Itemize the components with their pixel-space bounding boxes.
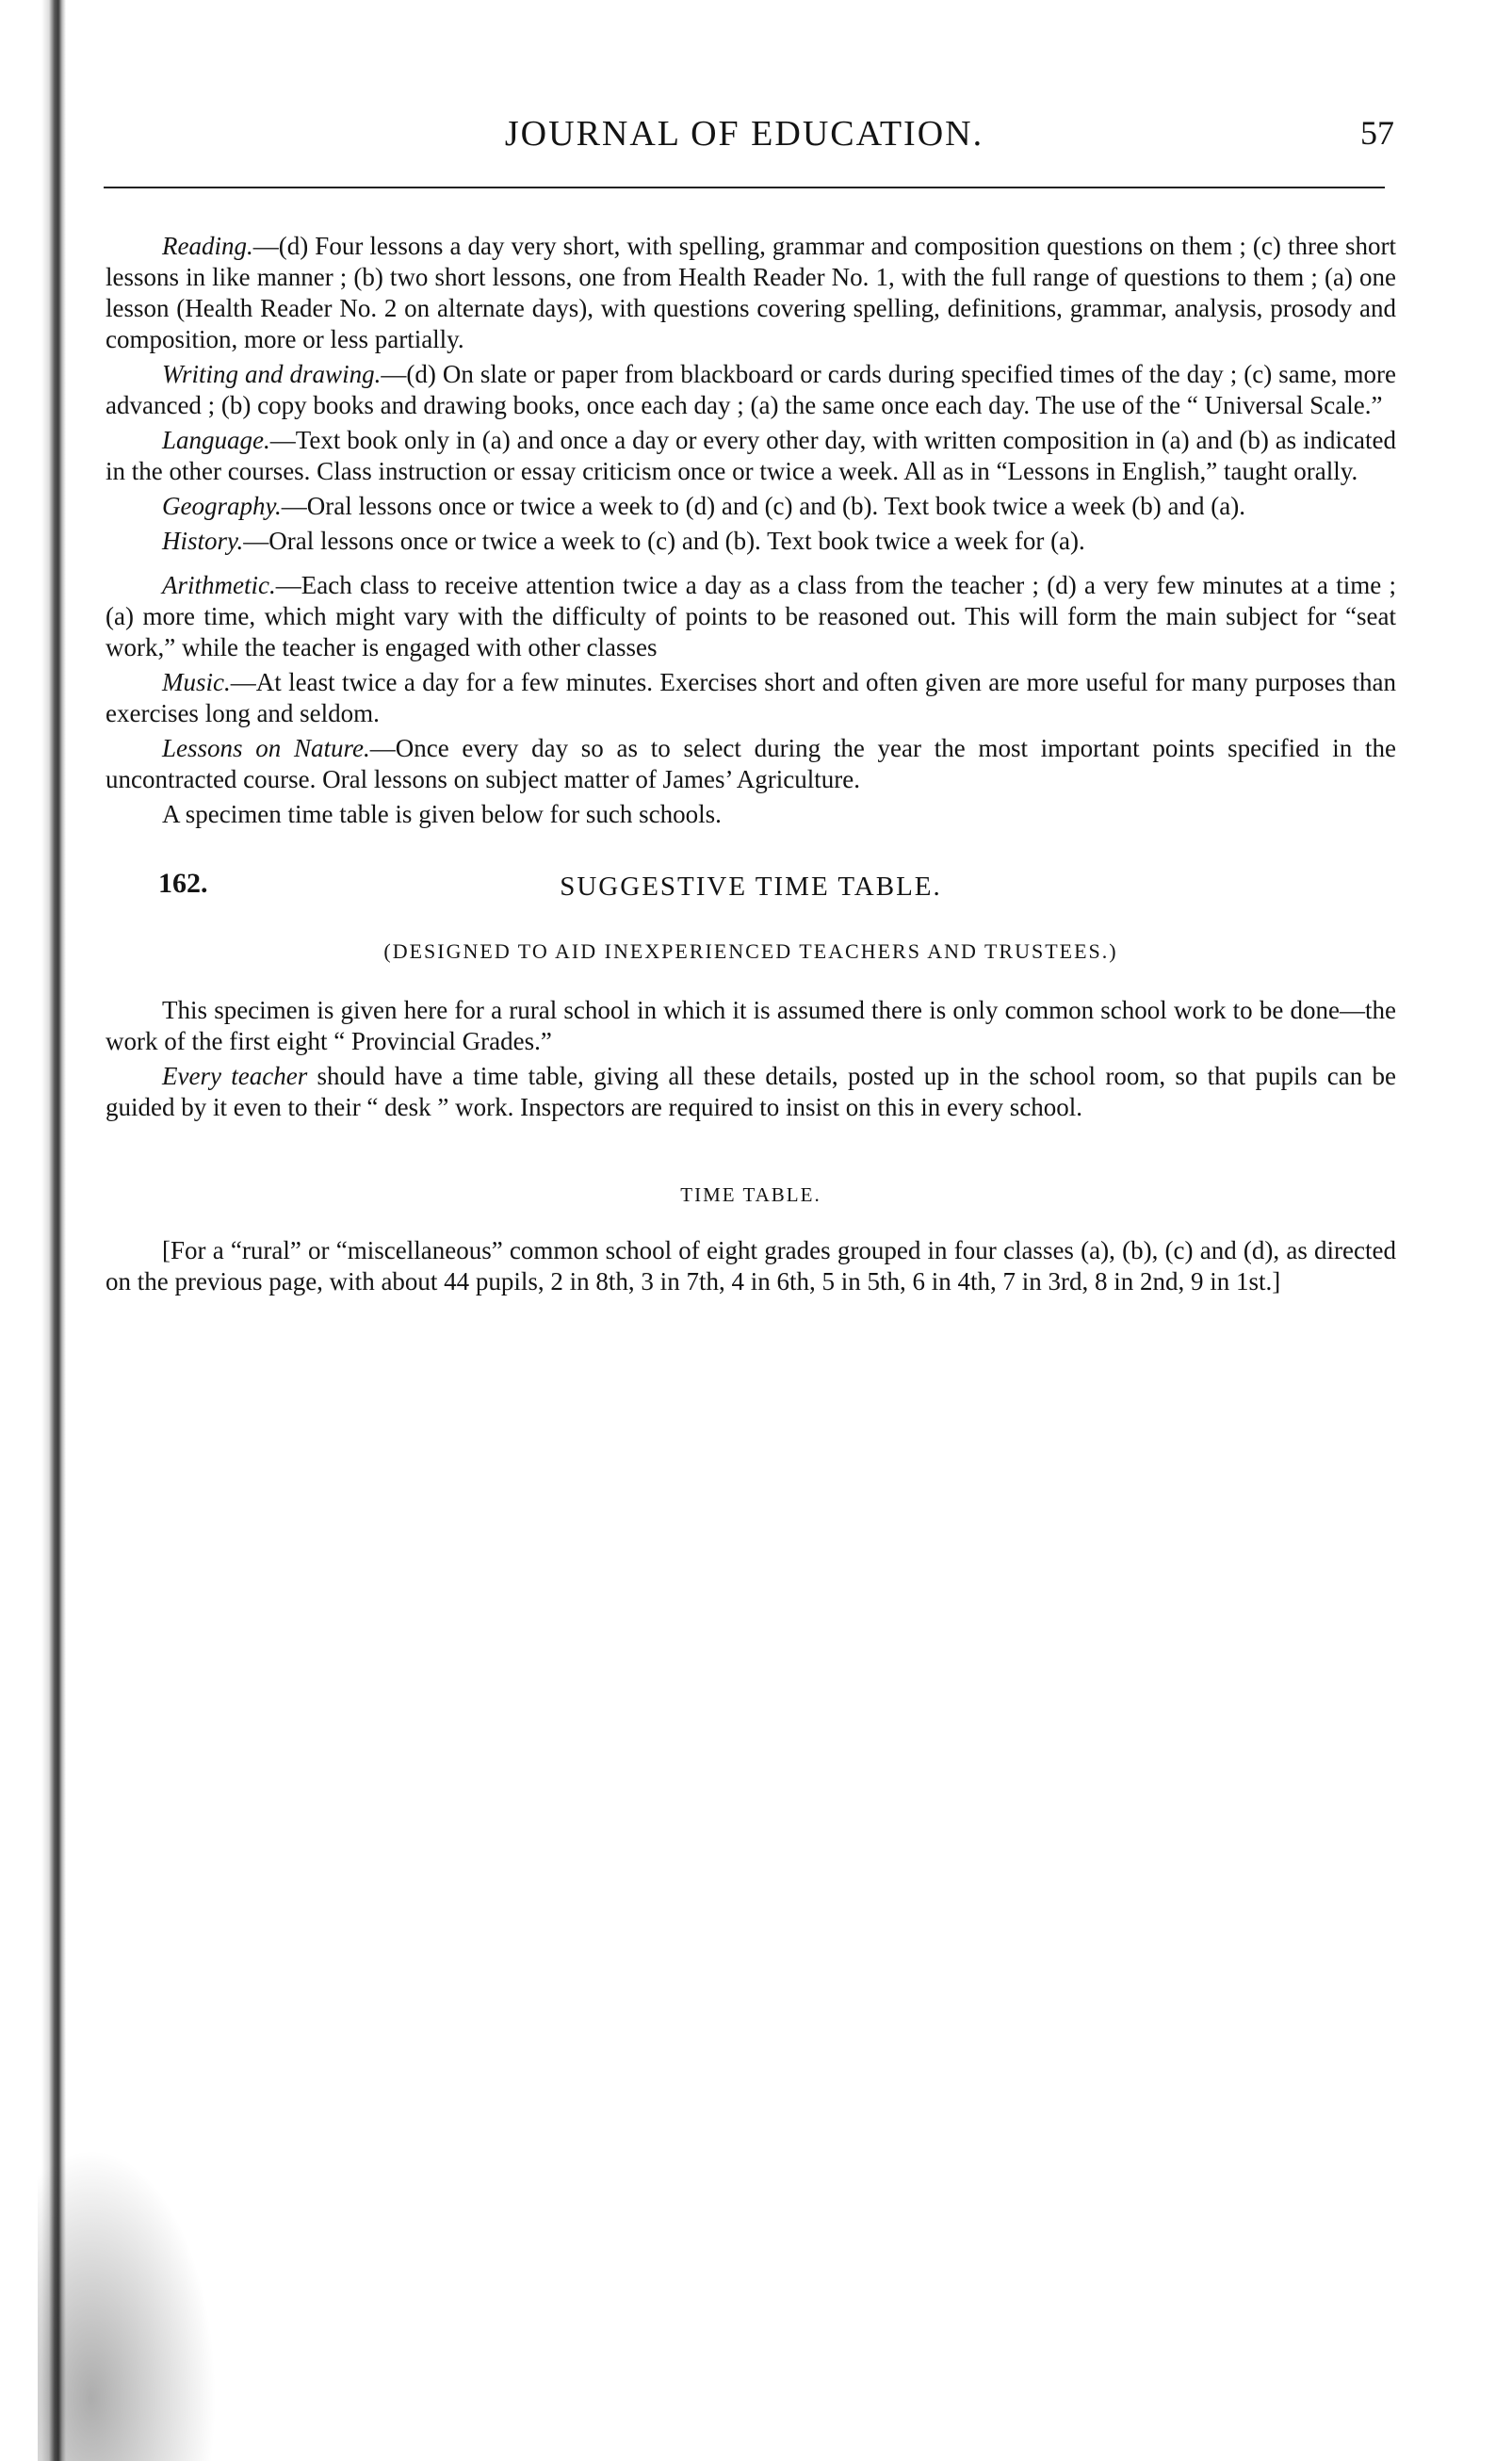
paragraph-lead: Lessons on Nature.: [162, 734, 370, 762]
paragraph-geography: [106, 491, 1396, 522]
paragraph-text: —Oral lessons once or twice a week to (d) and (c) and (b). Text book twice a week (b) and (a).: [281, 492, 1245, 520]
page-body: [106, 231, 1396, 1301]
paragraph-lead: Every teacher: [162, 1062, 308, 1090]
time-table-heading: TIME TABLE.: [680, 1183, 821, 1206]
paragraph-music: [106, 667, 1396, 729]
paragraph-lead: Writing and drawing.: [162, 360, 382, 388]
paragraph-text: —Oral lessons once or twice a week to (c) and (b). Text book twice a week for (a).: [243, 527, 1085, 555]
journal-title: JOURNAL OF EDUCATION.: [504, 114, 984, 154]
paragraph-specimen: [106, 995, 1396, 1057]
paragraph-specimen-intro: [106, 799, 1396, 830]
page-binding-edge: [0, 0, 66, 2461]
paragraph-text: —(d) Four lessons a day very short, with spelling, grammar and composition questions on them ; (c) three short lessons in like manner ; (b) two short lessons, one from Health Reader No. 1, with the full range of questions to them ; (a) one lesson (Health Reader No. 2 on alternate days), with questions covering spelling, definitions, grammar, analysis, prosody and composition, more or less partially.: [106, 232, 1396, 353]
section-heading: [106, 864, 1396, 911]
paragraph-text: —Once every day so as to select during the year the most important points specified in the uncontracted course. Oral lessons on subject matter of James’ Agriculture.: [106, 734, 1396, 793]
page-number: 57: [1360, 114, 1394, 152]
paragraph-text: —Each class to receive attention twice a day as a class from the teacher ; (d) a very few minutes at a time ; (a) more time, which might vary with the difficulty of points to be reasoned out. This will form the main subject for “seat work,” while the teacher is engaged with other classes: [106, 571, 1396, 661]
page-header: [94, 113, 1394, 170]
paragraph-lead: Music.: [162, 668, 231, 696]
paragraph-text: —(d) On slate or paper from blackboard or cards during specified times of the day ; (c) same, more advanced ; (b) copy books and drawing books, once each day ; (a) the same once each day. The use of the “ Universal Scale.”: [106, 360, 1397, 419]
paragraph-every-teacher: [106, 1061, 1396, 1123]
paragraph-lead: Language.: [162, 426, 270, 454]
paragraph-text: —At least twice a day for a few minutes. Exercises short and often given are more useful for many purposes than exercises long and seldom.: [106, 668, 1396, 727]
paragraph-text: should have a time table, giving all these details, posted up in the school room, so that pupils can be guided by it even to their “ desk ” work. Inspectors are required to insist on this in every school.: [106, 1062, 1396, 1121]
paragraph-history: [106, 526, 1396, 557]
paragraph-lead: Reading.: [162, 232, 253, 260]
paragraph-text: —Text book only in (a) and once a day or every other day, with written composition in (a) and (b) as indicated in the other courses. Class instruction or essay criticism once or twice a week. All as in “Lessons in English,” taught orally.: [106, 426, 1396, 485]
time-table-note: [For a “rural” or “miscellaneous” common school of eight grades grouped in four classes (a), (b), (c) and (d), as directed on the previous page, with about 44 pupils, 2 in 8th, 3 in 7th, 4 in 6th, 5 in 5th, 6 in 4th, 7 in 3rd, 8 in 2nd, 9 in 1st.]: [106, 1236, 1396, 1296]
section-subtitle: (DESIGNED TO AID INEXPERIENCED TEACHERS AND TRUSTEES.): [383, 939, 1118, 963]
page-edge-stain: [38, 2148, 217, 2461]
paragraph-text: This specimen is given here for a rural school in which it is assumed there is only common school work to be done—the work of the first eight “ Provincial Grades.”: [106, 996, 1396, 1055]
paragraph-reading: [106, 231, 1396, 355]
paragraph-nature: [106, 733, 1396, 795]
paragraph-language: [106, 425, 1396, 487]
paragraph-lead: Arithmetic.: [162, 571, 276, 599]
paragraph-lead: History.: [162, 527, 244, 555]
section-number: 162.: [158, 868, 208, 899]
section-title: SUGGESTIVE TIME TABLE.: [560, 872, 942, 902]
paragraph-lead: Geography.: [162, 492, 282, 520]
header-divider: [104, 187, 1385, 188]
paragraph-text: A specimen time table is given below for such schools.: [162, 800, 722, 828]
paragraph-arithmetic: [106, 570, 1396, 663]
paragraph-writing: [106, 359, 1396, 421]
